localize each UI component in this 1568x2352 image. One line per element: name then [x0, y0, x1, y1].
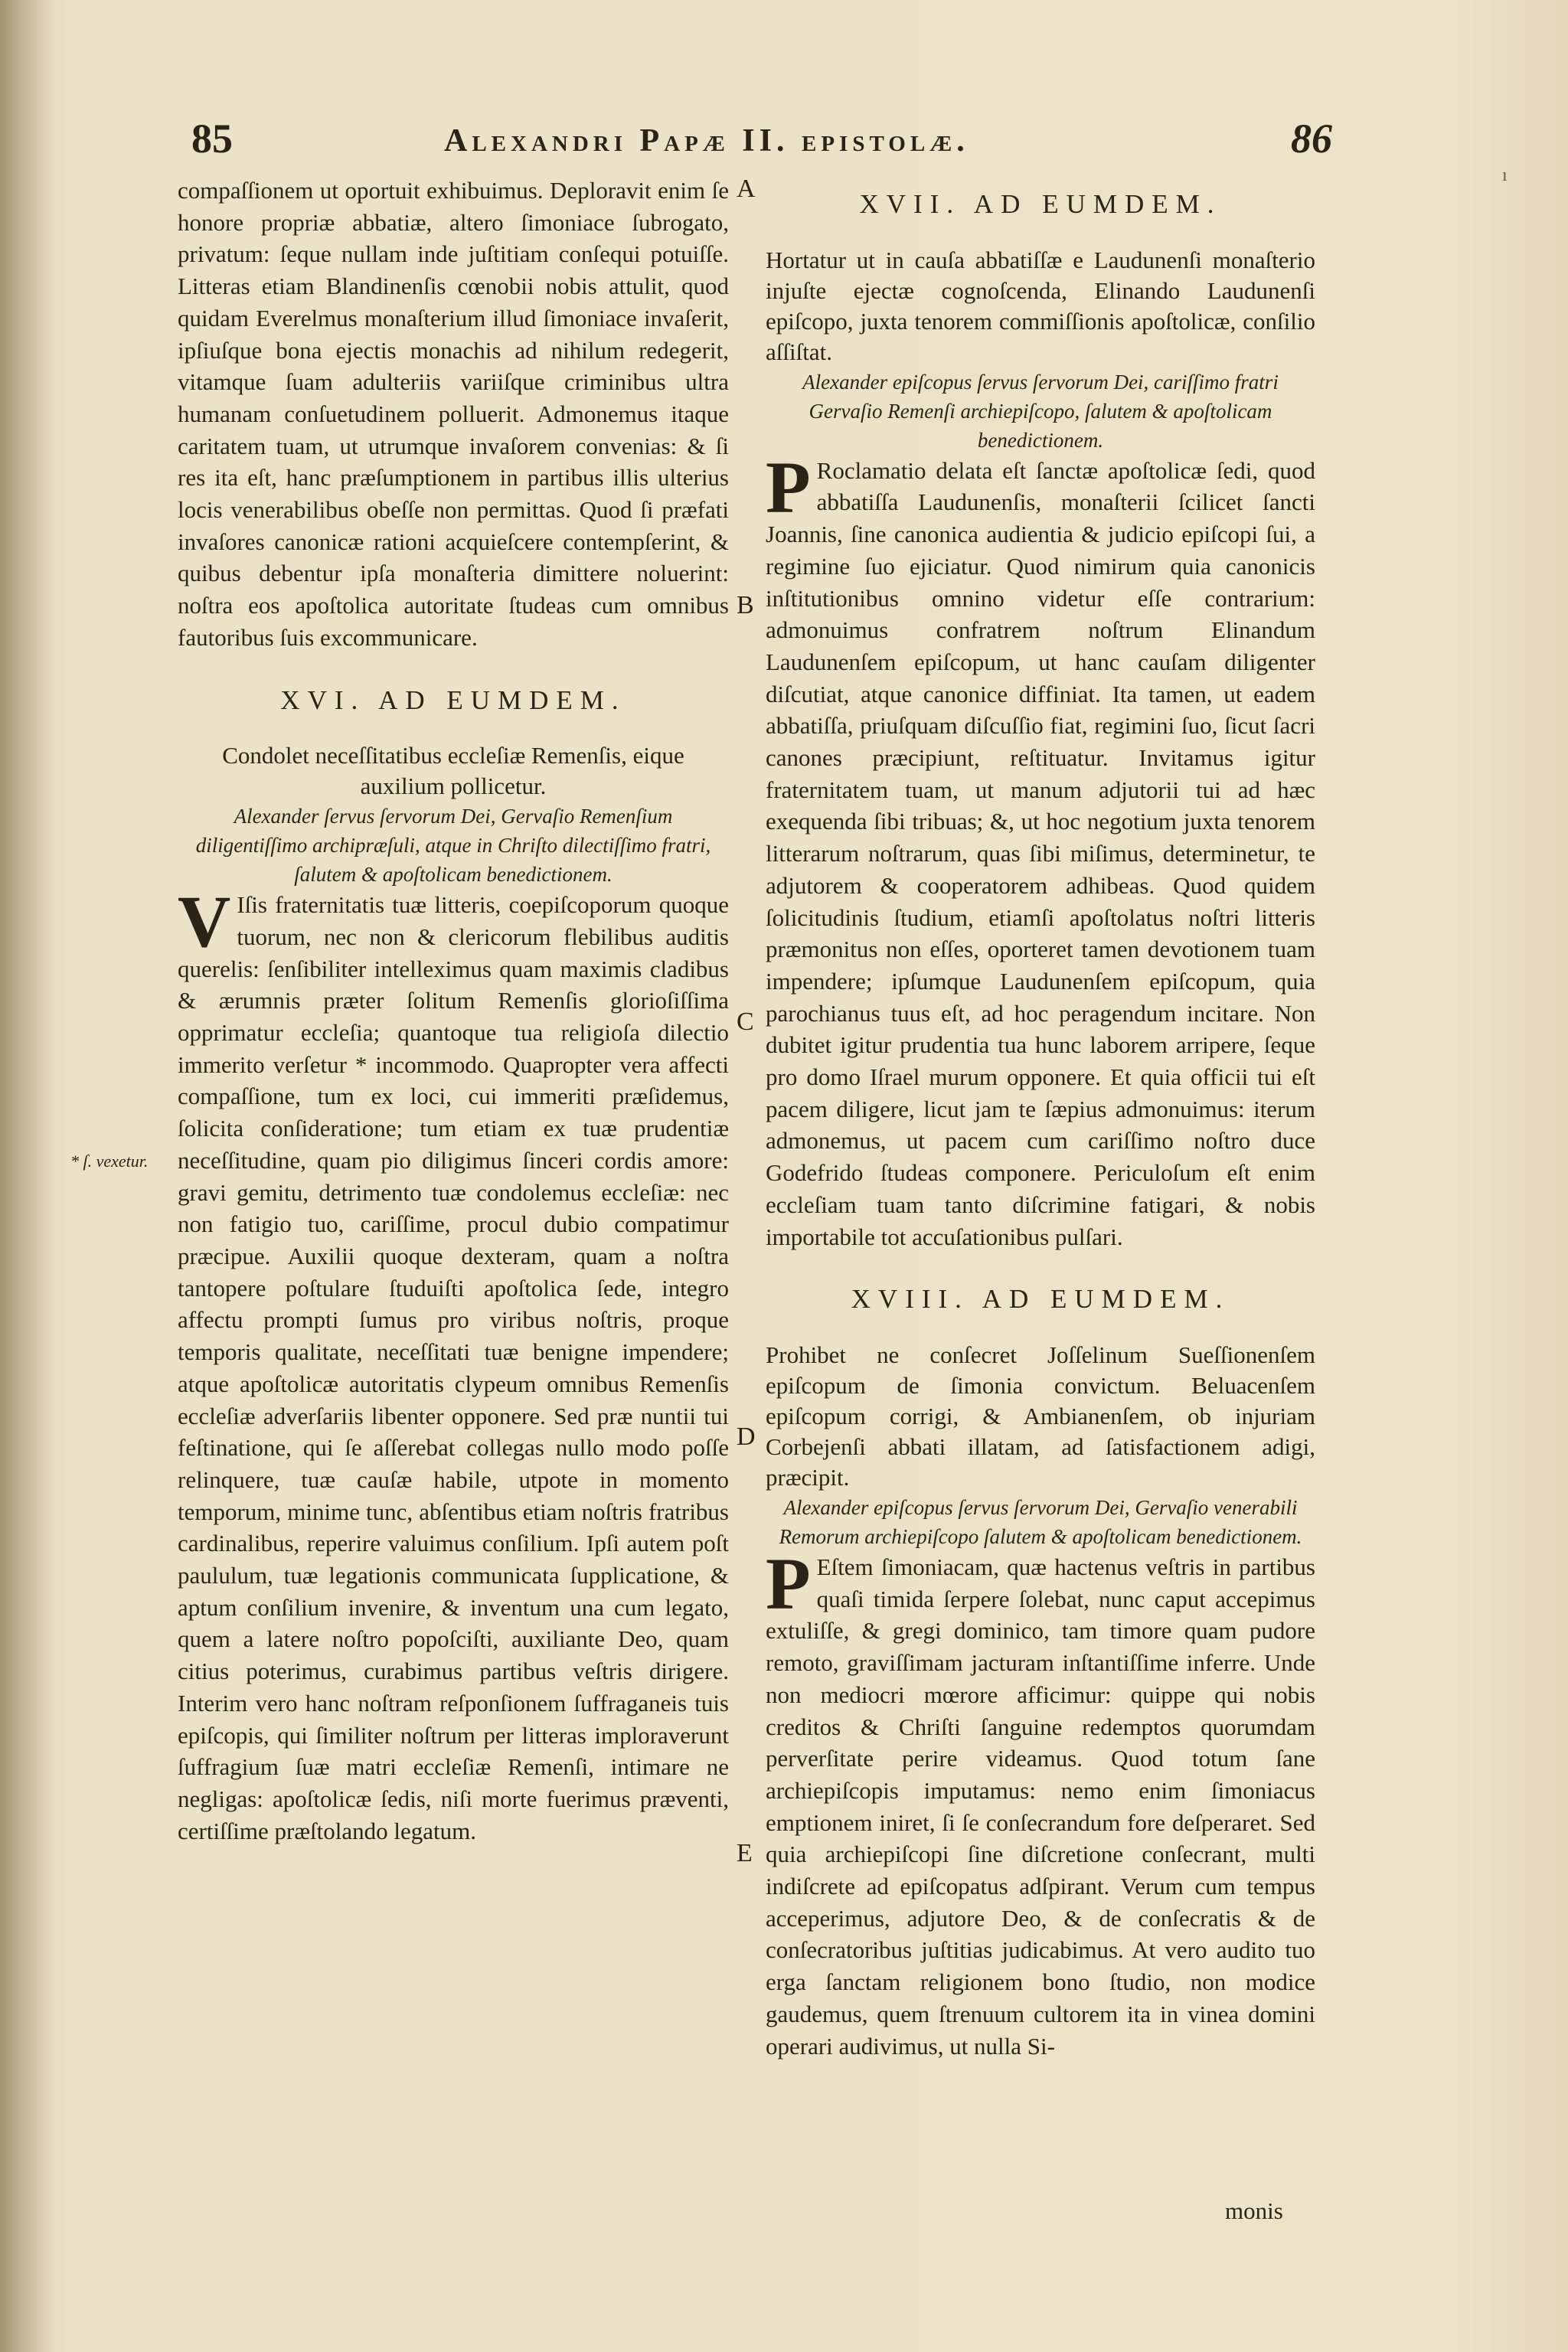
dropcap-xviii: P	[766, 1542, 811, 1625]
section-title-xviii: XVIII. AD EUMDEM.	[851, 1284, 1230, 1315]
letter-xvii-text: Roclamatio delata eſt ſanctæ apoſtolicæ ſedi, quod abbatiſſa Laudunenſis, monaſterii ſcilicet ſancti Joannis, ſine canonica audientia & judicio epiſcopi ſui, a regimine ſuo ejiciatur. Quod nimirum quia canonicis inſtitutionibus omnino videtur eſſe contrarium: admonuimus confratrem noſtrum Elinandum Laudunenſem epiſcopum, ut hanc cauſam diligenter diſcutiat, atque canonice diffiniat. Ita tamen, ut eadem abbatiſſa, priuſquam diſcuſſio fiat, regimini ſuo, ſicut ſacri canones præcipiunt, reſtituatur. Invitamus igitur fraternitatem tuam, ut manum adjutorii tui ad hæc exequenda ſibi tribuas; &, ut hoc negotium juxta tenorem litterarum noſtrarum, quas ſibi miſimus, determinetur, te adjutorem & cooperatorem adhibeas. Quod quidem ſolicitudinis ſtudium, etiamſi apoſtolatus noſtri litteris præmonitus non eſſes, oporteret tamen devotionem tuam impendere; ipſumque Laudunenſem epiſcopum, quia parochianus tuus eſt, ad hoc peragendum incitare. Non dubitet igitur prudentia tua hunc laborem arripere, ſeque pro domo Iſrael murum opponere. Et quia officii tui eſt pacem diligere, licut jam te ſæpius admonuimus: iterum admonemus, ut pacem cum cariſſimo noſtro duce Godefrido ſtudeas componere. Periculoſum eſt enim eccleſiam tuam tanto diſcrimine fatigari, & nobis importabile tot accuſationibus pulſari.	[766, 456, 1315, 1250]
section-marker-c: C	[737, 1008, 754, 1036]
dropcap-xvi: V	[178, 880, 231, 963]
letter-xvi-body	[178, 880, 729, 1847]
greeting-xvii: Alexander epiſcopus ſervus ſervorum Dei, cariſſimo fratri Gervaſio Remenſi archiepiſcopo, ſalutem & apoſtolicam benedictionem.	[802, 370, 1279, 452]
letter-xviii-body	[766, 1542, 1315, 2062]
section-marker-b: B	[737, 591, 754, 619]
margin-note: * ſ. vexetur.	[70, 1152, 149, 1171]
dropcap-xvii: P	[766, 446, 811, 528]
right-column	[766, 175, 1315, 2062]
letter-xvi-text: Iſis fraternitatis tuæ litteris, coepiſcoporum quoque tuorum, nec non & clericorum flebilibus auditis querelis: ſenſibiliter intelleximus quam maximis cladibus & ærumnis præter ſolitum Remenſis glorioſiſſima opprimatur eccleſia; quantoque tua religioſa dilectio immerito verſetur * incommodo. Quapropter vera affecti compaſſione, tum ex loci, cui immeriti præſidemus, ſolicita conſideratione; tum etiam ex tuæ prudentiæ neceſſitudine, quam pio diligimus ſinceri cordis amore: gravi gemitu, detrimento tuæ condolemus eccleſiæ: nec non fatigio tuo, cariſſime, procul dubio compatimur præcipue. Auxilii quoque dexteram, quam a noſtra tantopere poſtulare ſtuduiſti apoſtolica ſede, integro affectu prompti ſumus pro viribus noſtris, proque temporis qualitate, neceſſitati tuæ benigne impendere; atque apoſtolicæ autoritatis clypeum omnibus Remenſis eccleſiæ adverſariis libenter opponere. Sed præ nuntii tui feſtinatione, qui ſe aſſerebat collegas nullo modo poſſe relinquere, tuæ cauſæ habile, utpote in momento temporum, minime tunc, abſentibus etiam noſtris fratribus cardinalibus, reperire valuimus conſilium. Ipſi autem poſt paululum, tuæ legationis communicata ſupplicatione, & aptum conſilium invenire, & inventum una cum legato, quem a latere noſtro popoſciſti, auxiliante Deo, quam citius poterimus, curabimus partibus veſtris dirigere. Interim vero hanc noſtram reſponſionem ſuffraganeis tuis epiſcopis, qui ſimiliter noſtrum per litteras imploraverunt ſuffragium ſuæ matri eccleſiæ Remenſi, intimare ne negligas: apoſtolicæ ſedis, niſi morte fuerimus præventi, certiſſime præſtolando legatum.	[178, 891, 729, 1844]
greeting-xvi: Alexander ſervus ſervorum Dei, Gervaſio Remenſium diligentiſſimo archipræſuli, atque in Chriſto dilectiſſimo fratri, ſalutem & apoſtolicam benedictionem.	[195, 805, 711, 887]
running-header	[191, 115, 1332, 168]
running-title: Alexandri Papæ II. epistolæ.	[444, 123, 969, 158]
page-number-right: 86	[1291, 116, 1332, 162]
section-marker-d: D	[737, 1423, 756, 1451]
page-number-left: 85	[191, 116, 233, 162]
margin-tick: ı	[1502, 165, 1508, 185]
left-column	[178, 175, 729, 1847]
catchword: monis	[1225, 2197, 1283, 2224]
section-title-xvi: XVI. AD EUMDEM.	[280, 684, 626, 715]
gutter-shadow	[0, 0, 54, 2352]
summary-xvii: Hortatur ut in cauſa abbatiſſæ e Laudunenſi monaſterio injuſte ejectæ cognoſcenda, Elinando Laudunenſi epiſcopo, juxta tenorem commiſſionis apoſtolicæ, conſilio aſſiſtat.	[766, 246, 1315, 365]
letter-xvii-body	[766, 446, 1315, 1253]
section-title-xvii: XVII. AD EUMDEM.	[859, 189, 1222, 219]
section-marker-a: A	[737, 175, 756, 203]
section-marker-e: E	[737, 1839, 753, 1867]
letter-xv-continuation: compaſſionem ut oportuit exhibuimus. Deploravit enim ſe honore propriæ abbatiæ, altero ſimoniace ſubrogato, privatum: ſeque nullam inde juſtitiam conſequi potuiſſe. Litteras etiam Blandinenſis cœnobii nobis attulit, quod quidam Everelmus monaſterium illud ſimoniace invaſerit, ipſiuſque bona ejectis monachis ad nihilum redegerit, vitamque ſuam adulteriis variiſque criminibus ultra humanam conſuetudinem polluerit. Admonemus itaque caritatem tuam, ut utrumque invaſorem convenias: & ſi res ita eſt, hanc præſumptionem in partibus illis ulterius locis venerabilibus obeſſe non permittas. Quod ſi præfati invaſores canonicæ rationi acquieſcere contempſerint, & quibus debentur ipſa monaſteria dimittere noluerint: noſtra eos apoſtolica autoritate ſtudeas cum omnibus fautoribus ſuis excommunicare.	[178, 177, 729, 651]
letter-xviii-text: Eſtem ſimoniacam, quæ hactenus veſtris in partibus quaſi timida ſerpere ſolebat, nunc caput accepimus extuliſſe, & gregi dominico, tam timore quam pudore remoto, graviſſimam jacturam inſtantiſſime inferre. Unde non mediocri mœrore afficimur: quippe qui nobis creditos & Chriſti ſanguine redemptos quorumdam perverſitate perire videamus. Quod totum ſane archiepiſcopis imputamus: nemo enim ſimoniacus emptionem iniret, ſi ſe conſecrandum fore deſperaret. Sed quia archiepiſcopi ſine diſcretione conſecrant, multi indiſcrete ad epiſcopatus adſpirant. Verum cum tempus acceperimus, adjutore Deo, & de conſecratis & de conſecratoribus juſtitias judicabimus. At vero audito tuo erga ſanctam religionem bono ſtudio, non modice gaudemus, quem ſtrenuum cultorem ita in vinea domini operari audivimus, ut nulla Si-	[766, 1553, 1315, 2060]
summary-xvi: Condolet neceſſitatibus eccleſiæ Remenſis, eique auxilium pollicetur.	[222, 742, 684, 800]
summary-xviii: Prohibet ne conſecret Joſſelinum Sueſſionenſem epiſcopum de ſimonia convictum. Beluacenſem epiſcopum corrigi, & Ambianenſem, ob injuriam Corbejenſi abbati illatam, ad ſatisfactionem adigi, præcipit.	[766, 1341, 1315, 1491]
greeting-xviii: Alexander epiſcopus ſervus ſervorum Dei, Gervaſio venerabili Remorum archiepiſcopo ſalutem & apoſtolicam benedictionem.	[779, 1495, 1302, 1548]
